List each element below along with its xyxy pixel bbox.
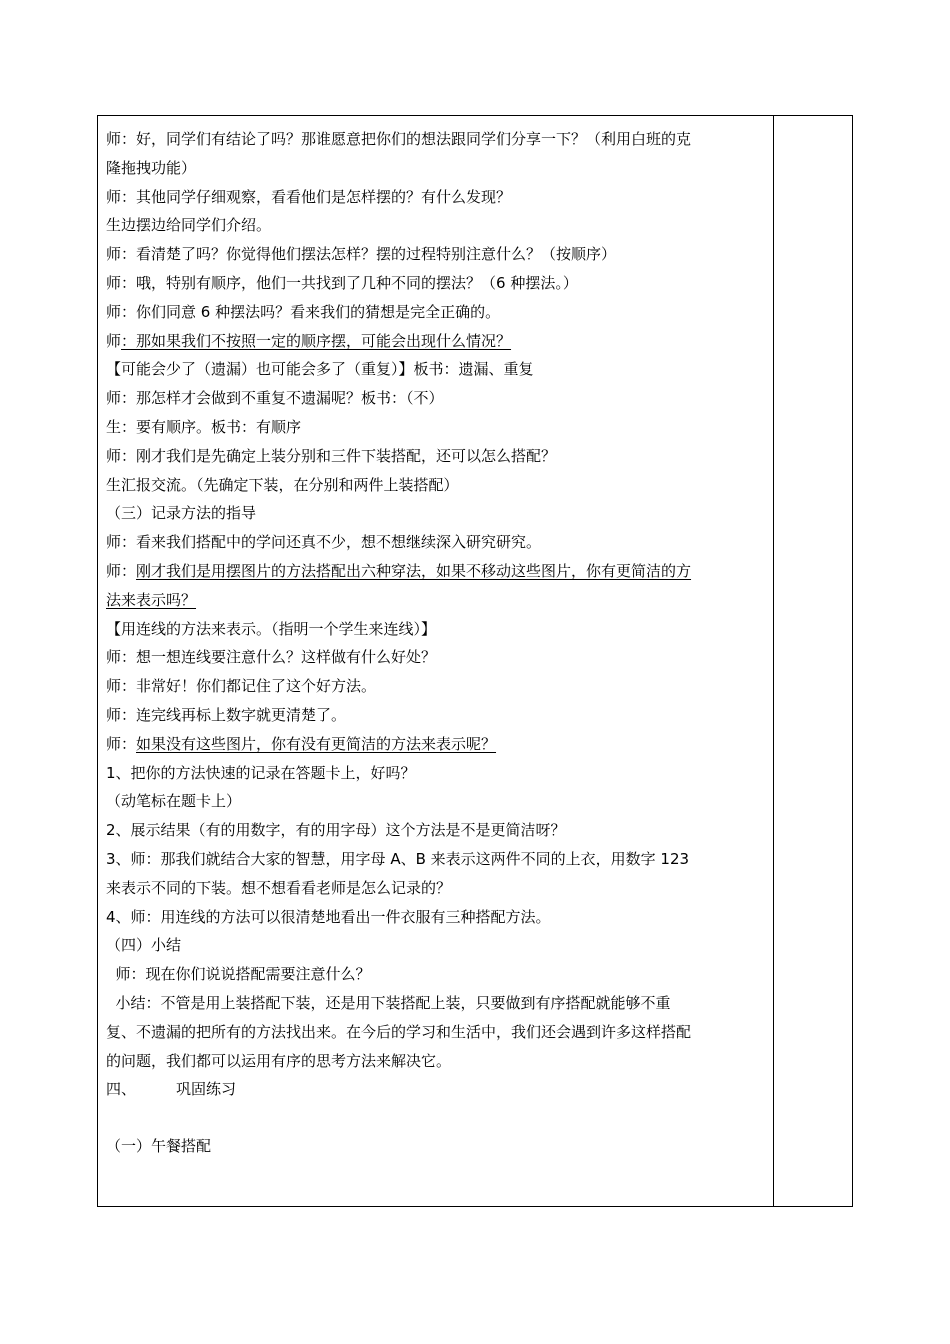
text-line: 4、师：用连线的方法可以很清楚地看出一件衣服有三种搭配方法。 — [106, 907, 551, 926]
underlined-question: 如果没有这些图片，你有没有更简洁的方法来表示呢？ — [136, 734, 497, 753]
text-line: 生边摆边给同学们介绍。 — [106, 216, 272, 235]
text-line: 师：看清楚了吗？你觉得他们摆法怎样？摆的过程特别注意什么？（按顺序） — [106, 245, 617, 264]
underlined-question: ：那如果我们不按照一定的顺序摆，可能会出现什么情况？ — [121, 331, 512, 350]
text-line: 师：看来我们搭配中的学问还真不少，想不想继续深入研究研究。 — [106, 533, 542, 552]
text-line-underlined — [106, 730, 761, 759]
subsection-heading: （一）午餐搭配 — [106, 1137, 212, 1156]
section-heading: （三）记录方法的指导 — [106, 504, 257, 523]
text-line: 师：现在你们说说搭配需要注意什么？ — [106, 965, 371, 984]
underlined-question: 法来表示吗？ — [106, 590, 197, 609]
lesson-plan-table — [97, 115, 853, 1207]
text-line: 生：要有顺序。板书：有顺序 — [106, 417, 302, 436]
text-line: 隆拖拽功能） — [106, 158, 197, 177]
text-line-underlined — [106, 557, 761, 586]
text-line: 师：非常好！你们都记住了这个好方法。 — [106, 677, 377, 696]
text-line: 师：想一想连线要注意什么？这样做有什么好处？ — [106, 648, 437, 667]
text-line: 生汇报交流。（先确定下装，在分别和两件上装搭配） — [106, 475, 459, 494]
text-line-underlined — [106, 327, 761, 356]
text-line: （动笔标在题卡上） — [106, 792, 242, 811]
text-line: 【用连线的方法来表示。（指明一个学生来连线）】 — [106, 619, 437, 638]
text-line: 【可能会少了（遗漏）也可能会多了（重复）】板书：遗漏、重复 — [106, 360, 534, 379]
line-prefix: 师： — [106, 734, 137, 753]
section-number: 四、 — [106, 1080, 137, 1099]
text-line: 师：哦，特别有顺序，他们一共找到了几种不同的摆法？（6 种摆法。） — [106, 273, 578, 292]
line-prefix: 师 — [106, 331, 122, 350]
text-line: 来表示不同的下装。想不想看看老师是怎么记录的？ — [106, 878, 452, 897]
text-line: 小结：不管是用上装搭配下装，还是用下装搭配上装，只要做到有序搭配就能够不重 — [106, 993, 671, 1012]
notes-column-cell — [774, 116, 852, 1206]
lesson-content-cell — [106, 125, 761, 1161]
text-line-underlined — [106, 586, 761, 615]
text-line: 师：刚才我们是先确定上装分别和三件下装搭配，还可以怎么搭配？ — [106, 446, 557, 465]
underlined-question: 刚才我们是用摆图片的方法搭配出六种穿法，如果不移动这些图片，你有更简洁的方 — [136, 561, 692, 580]
text-line: 师：其他同学仔细观察，看看他们是怎样摆的？有什么发现？ — [106, 187, 512, 206]
section-heading-four — [106, 1075, 761, 1104]
text-line: 的问题，我们都可以运用有序的思考方法来解决它。 — [106, 1051, 452, 1070]
text-line: 2、展示结果（有的用数字，有的用字母）这个方法是不是更简洁呀？ — [106, 821, 566, 840]
text-line: 3、师：那我们就结合大家的智慧，用字母 A、B 来表示这两件不同的上衣，用数字 123 — [106, 849, 690, 868]
text-line: 师：那怎样才会做到不重复不遗漏呢？板书：（不） — [106, 389, 444, 408]
text-line: 1、把你的方法快速的记录在答题卡上，好吗？ — [106, 763, 416, 782]
text-line: 师：连完线再标上数字就更清楚了。 — [106, 705, 347, 724]
text-line: 师：好，同学们有结论了吗？那谁愿意把你们的想法跟同学们分享一下？（利用白班的克 — [106, 130, 692, 148]
text-line: 复、不遗漏的把所有的方法找出来。在今后的学习和生活中，我们还会遇到许多这样搭配 — [106, 1022, 692, 1041]
text-line: 师：你们同意 6 种摆法吗？看来我们的猜想是完全正确的。 — [106, 302, 501, 321]
line-prefix: 师： — [106, 561, 137, 580]
section-title: 巩固练习 — [176, 1080, 237, 1099]
section-heading: （四）小结 — [106, 936, 182, 955]
